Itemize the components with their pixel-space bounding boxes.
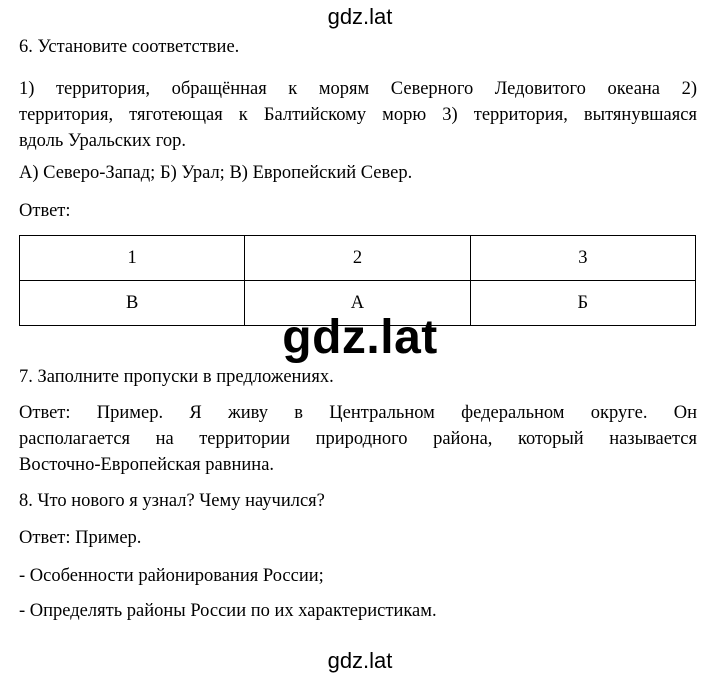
task7-line-2: располагается на территории природного района, который называется (19, 429, 697, 449)
task7-line-1: Ответ: Пример. Я живу в Центральном федеральном округе. Он (19, 403, 697, 423)
task6-answer-label: Ответ: (19, 201, 71, 221)
table-answer-cell: А (245, 281, 470, 326)
table-answer-cell: Б (470, 281, 695, 326)
task8-bullet-2: - Определять районы России по их характеристикам. (19, 601, 437, 621)
task8-title: 8. Что нового я узнал? Чему научился? (19, 491, 325, 511)
task6-statement (19, 76, 697, 154)
watermark-middle: gdz.lat (282, 311, 438, 364)
task7-line-3: Восточно-Европейская равнина. (19, 455, 275, 475)
table-header-cell: 2 (245, 236, 470, 281)
watermark-bottom: gdz.lat (327, 648, 393, 673)
task6-options: А) Северо-Запад; Б) Урал; В) Европейский Север. (19, 163, 413, 183)
watermark-top: gdz.lat (327, 4, 393, 29)
task7-title: 7. Заполните пропуски в предложениях. (19, 367, 334, 387)
table-header-row (20, 236, 696, 281)
task7-answer (19, 400, 697, 478)
task6-title: 6. Установите соответствие. (19, 37, 240, 57)
task8-bullet-1: - Особенности районирования России; (19, 566, 324, 586)
task6-line-2: территория, тяготеющая к Балтийскому морю 3) территория, вытянувшаяся (19, 105, 697, 125)
table-header-cell: 1 (20, 236, 245, 281)
task6-line-3: вдоль Уральских гор. (19, 131, 186, 151)
table-answer-cell: В (20, 281, 245, 326)
table-header-cell: 3 (470, 236, 695, 281)
task8-answer: Ответ: Пример. (19, 528, 142, 548)
task6-line-1: 1) территория, обращённая к морям Северного Ледовитого океана 2) (19, 79, 697, 99)
